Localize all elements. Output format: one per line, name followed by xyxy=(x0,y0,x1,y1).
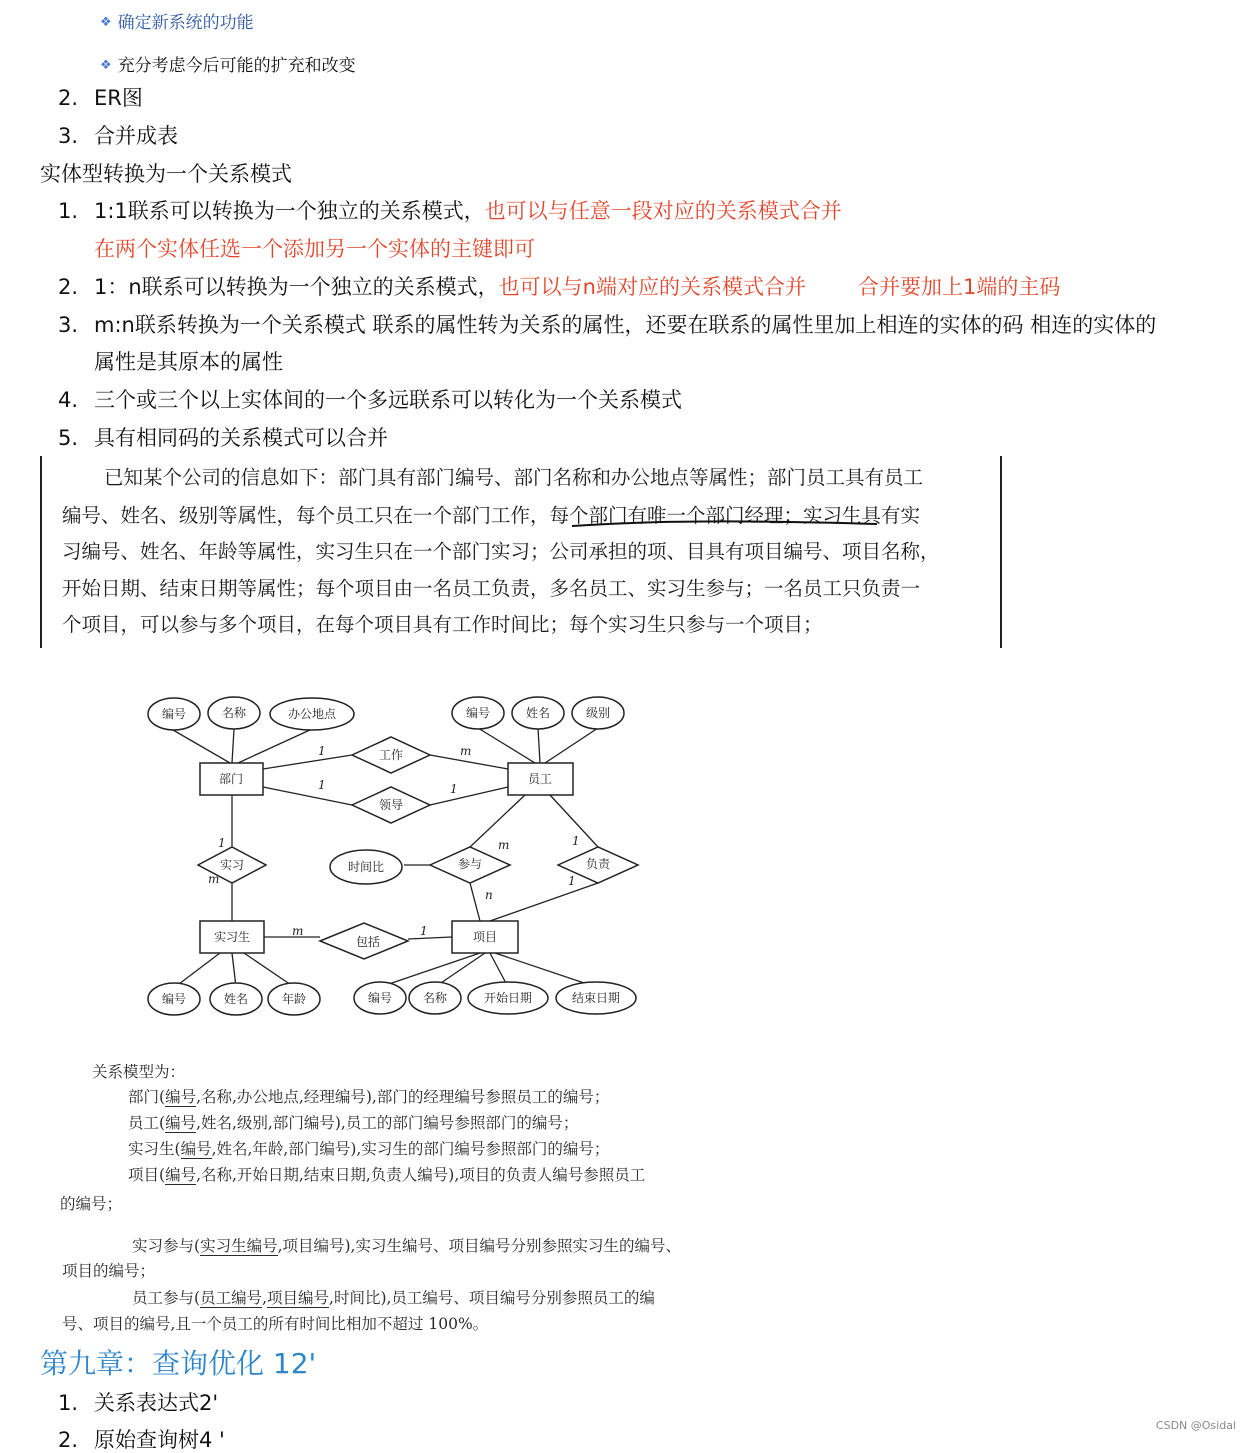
card-label: m xyxy=(498,838,510,852)
attr: 开始日期 xyxy=(483,991,533,1005)
handwritten-underline xyxy=(567,506,887,536)
attr: 名称 xyxy=(422,991,448,1005)
list-item: 5. 具有相同码的关系模式可以合并 xyxy=(58,426,388,450)
diamond-bullet-icon: ❖ xyxy=(100,58,112,73)
entity-dept: 部门 xyxy=(218,772,244,786)
attr: 办公地点 xyxy=(287,707,337,721)
list-item: 3. 合并成表 xyxy=(58,124,178,148)
list-item-cont: 属性是其原本的属性 xyxy=(94,350,283,374)
attr: 姓名 xyxy=(223,992,249,1006)
list-item: 2. 原始查询树4 ' xyxy=(58,1428,225,1452)
attr: 编号 xyxy=(465,706,491,720)
rm-practice: 实习参与(实习生编号,项目编号),实习生编号、项目编号分别参照实习生的编号、 xyxy=(132,1237,681,1255)
rm-title: 关系模型为： xyxy=(92,1063,186,1081)
rm-empjoin-cont: 号、项目的编号,且一个员工的所有时间比相加不超过 100%。 xyxy=(62,1315,489,1333)
card-label: 1 xyxy=(318,778,326,792)
relation-lead: 领导 xyxy=(378,798,404,812)
list-item: 4. 三个或三个以上实体间的一个多远联系可以转化为一个关系模式 xyxy=(58,388,682,412)
card-label: 1 xyxy=(218,836,226,850)
entity-intern: 实习生 xyxy=(213,930,251,944)
relation-join: 参与 xyxy=(457,857,483,871)
list-item: 1. 关系表达式2' xyxy=(58,1391,219,1415)
sub-item-1: ❖ 确定新系统的功能 xyxy=(100,13,254,33)
card-label: 1 xyxy=(572,834,580,848)
rm-intern: 实习生(编号,姓名,年龄,部门编号),实习生的部门编号参照部门的编号； xyxy=(128,1140,610,1158)
card-label: m xyxy=(208,872,220,886)
section-heading: 实体型转换为一个关系模式 xyxy=(40,162,292,186)
rm-proj: 项目(编号,名称,开始日期,结束日期,负责人编号),项目的负责人编号参照员工 xyxy=(128,1166,646,1184)
relation-work: 工作 xyxy=(378,748,404,762)
card-label: 1 xyxy=(420,924,428,938)
attr: 年龄 xyxy=(281,992,307,1006)
card-label: n xyxy=(485,888,493,902)
rm-empjoin: 员工参与(员工编号,项目编号,时间比),员工编号、项目编号分别参照员工的编 xyxy=(132,1289,655,1307)
rm-emp: 员工(编号,姓名,级别,部门编号),员工的部门编号参照部门的编号； xyxy=(128,1114,579,1132)
attr: 编号 xyxy=(161,992,187,1006)
watermark: CSDN @Osidal xyxy=(1155,1419,1236,1432)
attr: 编号 xyxy=(367,991,393,1005)
attr: 编号 xyxy=(161,707,187,721)
note-line: 在两个实体任选一个添加另一个实体的主键即可 xyxy=(94,237,535,261)
relation-practice: 实习 xyxy=(219,858,245,872)
relation-charge: 负责 xyxy=(585,857,611,871)
diamond-bullet-icon: ❖ xyxy=(100,15,112,30)
entity-emp: 员工 xyxy=(527,772,553,786)
relation-include: 包括 xyxy=(355,935,381,949)
attr: 名称 xyxy=(221,706,247,720)
card-label: 1 xyxy=(450,782,458,796)
attr: 姓名 xyxy=(525,706,551,720)
er-diagram xyxy=(130,685,660,1025)
attr: 结束日期 xyxy=(571,991,621,1005)
sub-item-2: ❖ 充分考虑今后可能的扩充和改变 xyxy=(100,56,356,76)
rm-proj-cont: 的编号； xyxy=(60,1195,123,1213)
list-item: 1. 1:1联系可以转换为一个独立的关系模式，也可以与任意一段对应的关系模式合并 xyxy=(58,199,842,223)
list-item: 2. 1：n联系可以转换为一个独立的关系模式，也可以与n端对应的关系模式合并 合并要加上1端的主码 xyxy=(58,275,1061,299)
list-item: 3. m:n联系转换为一个关系模式 联系的属性转为关系的属性，还要在联系的属性里加上相连的实体的码 相连的实体的 xyxy=(58,313,1157,337)
rm-practice-cont: 项目的编号； xyxy=(62,1262,156,1280)
entity-proj: 项目 xyxy=(472,930,498,944)
chapter-heading: 第九章：查询优化 12' xyxy=(40,1347,317,1380)
card-label: 1 xyxy=(568,874,576,888)
list-item: 2. ER图 xyxy=(58,86,143,110)
rm-dept: 部门(编号,名称,办公地点,经理编号),部门的经理编号参照员工的编号； xyxy=(128,1088,610,1106)
card-label: 1 xyxy=(318,744,326,758)
attr: 时间比 xyxy=(347,860,385,874)
card-label: m xyxy=(292,924,304,938)
problem-scan: 已知某个公司的信息如下：部门具有部门编号、部门名称和办公地点等属性；部门员工具有员工 编号、姓名、级别等属性，每个员工只在一个部门工作，每个部门有唯一个部门经理；实习生具有实 习编号、姓名、年龄等属性，实习生只在一个部门实习；公司承担的项、目具有项目编号、项目名称， 开始日期、结束日期等属性；每个项目由一名员工负责，多名员工、实习生参与；一名员工只负责一 个项目，可以参与多个项目，在每个项目具有工作时间比；每个实习生只参与一个项目； xyxy=(40,456,1002,648)
card-label: m xyxy=(460,744,472,758)
attr: 级别 xyxy=(585,706,611,720)
